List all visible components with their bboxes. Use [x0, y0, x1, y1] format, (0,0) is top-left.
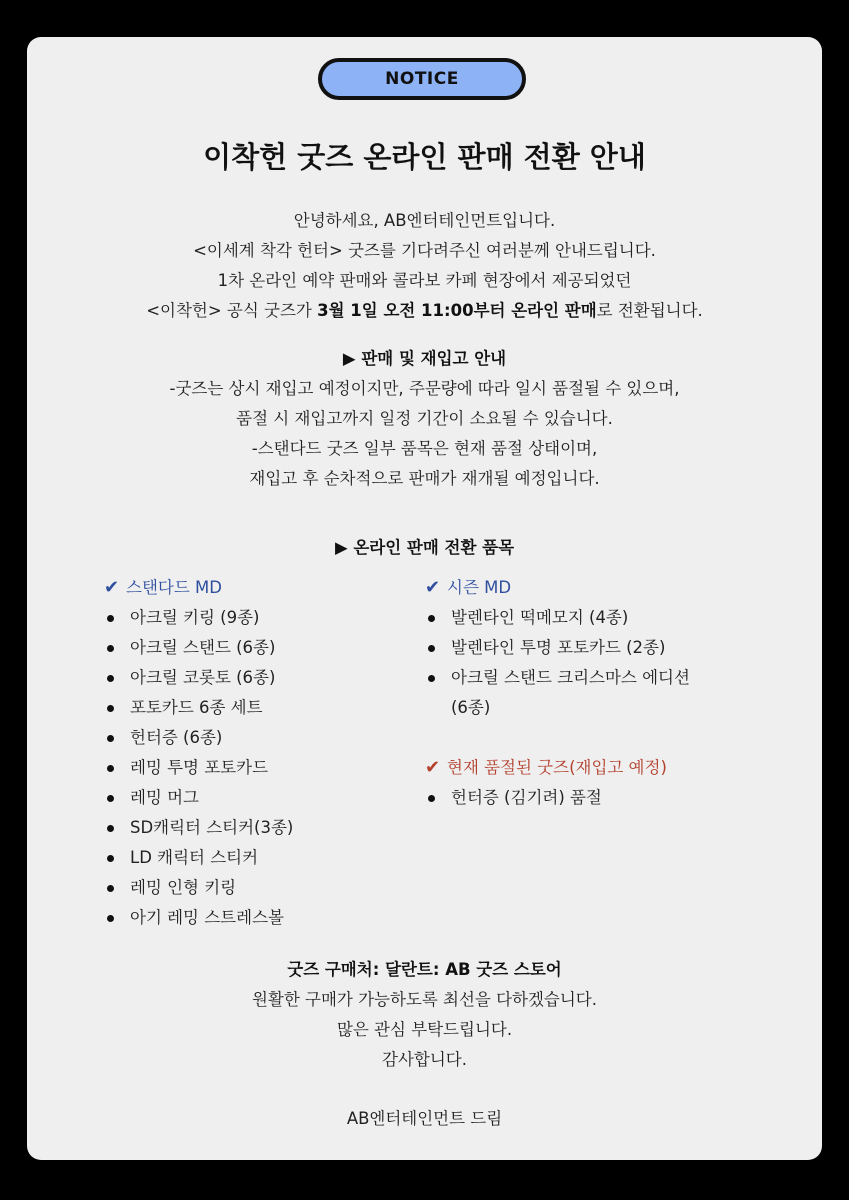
bullet-icon	[107, 855, 114, 862]
intro-section	[27, 206, 822, 326]
list-item-label: 레밍 인형 키링	[130, 878, 237, 897]
season-md-list	[425, 603, 690, 723]
standard-md-column	[104, 573, 293, 933]
list-item	[425, 633, 690, 663]
list-item-label: 아크릴 코롯토 (6종)	[130, 668, 276, 687]
closing-line: 감사합니다.	[382, 1050, 467, 1069]
list-item-label: 아크릴 스탠드 크리스마스 에디션	[451, 668, 690, 687]
bullet-icon	[107, 765, 114, 772]
restock-line: 재입고 후 순차적으로 판매가 재개될 예정입니다.	[249, 469, 600, 488]
bullet-icon	[107, 705, 114, 712]
closing-section	[27, 955, 822, 1075]
list-item	[104, 873, 293, 903]
list-item-label: 아크릴 키링 (9종)	[130, 608, 260, 627]
checkmark-icon: ✔	[104, 577, 120, 598]
list-item-label: LD 캐릭터 스티커	[130, 848, 259, 867]
restock-line: -굿즈는 상시 재입고 예정이지만, 주문량에 따라 일시 품절될 수 있으며,	[169, 379, 680, 398]
bullet-icon	[428, 615, 435, 622]
list-item	[104, 903, 293, 933]
bullet-icon	[107, 825, 114, 832]
list-item-label: 발렌타인 떡메모지 (4종)	[451, 608, 629, 627]
bullet-icon	[107, 615, 114, 622]
list-item	[104, 753, 293, 783]
notice-badge: NOTICE	[318, 58, 526, 100]
list-item	[425, 663, 690, 723]
bullet-icon	[107, 645, 114, 652]
intro-text: 로 전환됩니다.	[596, 301, 703, 320]
list-item-label: 발렌타인 투명 포토카드 (2종)	[451, 638, 666, 657]
restock-line: 품절 시 재입고까지 일정 기간이 소요될 수 있습니다.	[236, 409, 613, 428]
intro-highlight: 3월 1일 오전 11:00부터 온라인 판매	[317, 301, 597, 320]
restock-heading: ▶ 판매 및 재입고 안내	[342, 349, 507, 368]
list-item-label: 레밍 머그	[130, 788, 200, 807]
list-item	[104, 723, 293, 753]
restock-section	[27, 344, 822, 494]
standard-md-list	[104, 603, 293, 933]
list-item	[104, 783, 293, 813]
bullet-icon	[107, 675, 114, 682]
intro-line: <이세계 착각 헌터> 굿즈를 기다려주신 여러분께 안내드립니다.	[193, 241, 656, 260]
list-item	[425, 783, 690, 813]
signature: AB엔터테인먼트 드림	[346, 1109, 503, 1128]
intro-text: <이착헌> 공식 굿즈가	[146, 301, 318, 320]
soldout-list	[425, 783, 690, 813]
closing-line: 원활한 구매가 가능하도록 최선을 다하겠습니다.	[251, 990, 597, 1009]
soldout-heading	[425, 753, 690, 783]
bullet-icon	[428, 795, 435, 802]
intro-line: 안녕하세요, AB엔터테인먼트입니다.	[293, 211, 556, 230]
bullet-icon	[107, 795, 114, 802]
checkmark-icon: ✔	[425, 577, 441, 598]
list-item	[104, 813, 293, 843]
intro-line	[27, 296, 822, 326]
page-title: 이착헌 굿즈 온라인 판매 전환 안내	[203, 140, 646, 174]
items-section-heading-wrap	[27, 533, 822, 563]
season-md-heading	[425, 573, 690, 603]
restock-line: -스탠다드 굿즈 일부 품목은 현재 품절 상태이며,	[251, 439, 598, 458]
store-info: 굿즈 구매처: 달란트: AB 굿즈 스토어	[287, 960, 562, 979]
notice-card	[27, 37, 822, 1160]
list-item	[104, 663, 293, 693]
list-item-label: 포토카드 6종 세트	[130, 698, 263, 717]
bullet-icon	[107, 885, 114, 892]
season-md-column	[425, 573, 690, 813]
list-item-label: SD캐릭터 스티커(3종)	[130, 818, 294, 837]
list-item	[104, 843, 293, 873]
standard-md-label: 스탠다드 MD	[126, 578, 222, 597]
signature-wrap	[27, 1104, 822, 1134]
bullet-icon	[107, 735, 114, 742]
list-item-label-cont: (6종)	[451, 698, 491, 717]
list-item-label: 레밍 투명 포토카드	[130, 758, 269, 777]
bullet-icon	[428, 675, 435, 682]
checkmark-icon: ✔	[425, 757, 441, 778]
list-item-label: 아크릴 스탠드 (6종)	[130, 638, 276, 657]
intro-line: 1차 온라인 예약 판매와 콜라보 카페 현장에서 제공되었던	[217, 271, 632, 290]
list-item	[104, 693, 293, 723]
items-heading: ▶ 온라인 판매 전환 품목	[334, 538, 515, 557]
bullet-icon	[107, 915, 114, 922]
list-item	[104, 633, 293, 663]
list-item	[425, 603, 690, 633]
closing-line: 많은 관심 부탁드립니다.	[336, 1020, 513, 1039]
soldout-label: 현재 품절된 굿즈(재입고 예정)	[447, 758, 667, 777]
list-item-label: 헌터증 (6종)	[130, 728, 223, 747]
list-item	[104, 603, 293, 633]
list-item-label: 헌터증 (김기려) 품절	[451, 788, 602, 807]
list-item-label: 아기 레밍 스트레스볼	[130, 908, 284, 927]
season-md-label: 시즌 MD	[447, 578, 512, 597]
standard-md-heading	[104, 573, 293, 603]
bullet-icon	[428, 645, 435, 652]
